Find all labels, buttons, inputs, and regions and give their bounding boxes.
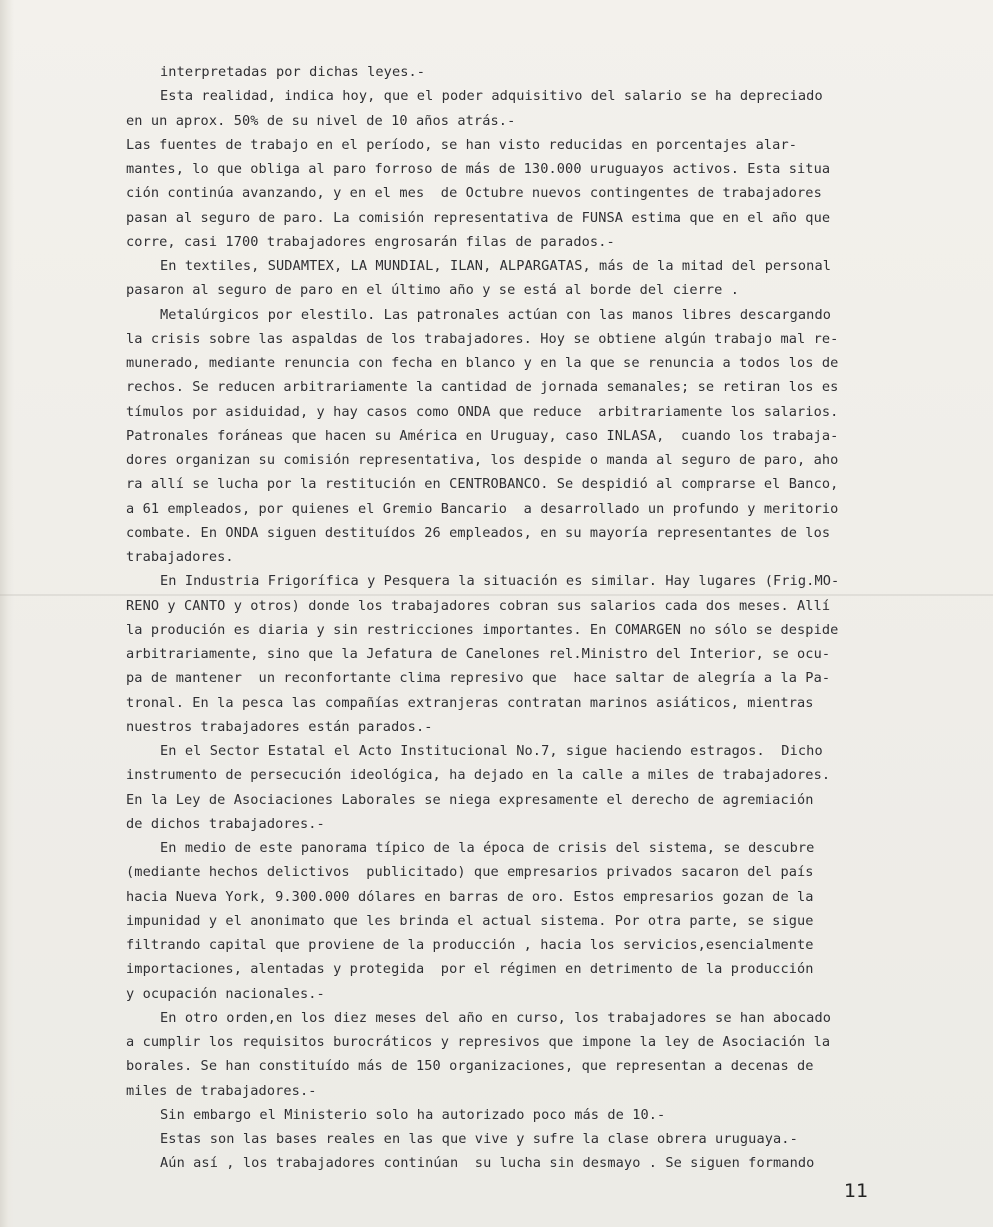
text-line: a 61 empleados, por quienes el Gremio Bancario a desarrollado un profundo y meritorio	[126, 500, 839, 517]
page-number: 11	[844, 1180, 869, 1202]
text-line: corre, casi 1700 trabajadores engrosarán filas de parados.-	[126, 233, 615, 250]
text-line: miles de trabajadores.-	[126, 1082, 317, 1099]
text-line: la crisis sobre las aspaldas de los trabajadores. Hoy se obtiene algún trabajo mal re-	[126, 330, 839, 347]
text-line: pasan al seguro de paro. La comisión representativa de FUNSA estima que en el año que	[126, 209, 831, 226]
text-line: ra allí se lucha por la restitución en CENTROBANCO. Se despidió al comprarse el Banco,	[126, 476, 839, 493]
text-line: Estas son las bases reales en las que vive y sufre la clase obrera uruguaya.-	[160, 1131, 798, 1147]
document-body	[126, 60, 886, 1176]
text-line: pasaron al seguro de paro en el último año y se está al borde del cierre .	[126, 282, 740, 299]
text-line: impunidad y el anonimato que les brinda el actual sistema. Por otra parte, se sigue	[126, 912, 814, 929]
text-line: nuestros trabajadores están parados.-	[126, 718, 433, 735]
text-line: Aún así , los trabajadores continúan su lucha sin desmayo . Se siguen formando	[160, 1155, 815, 1172]
text-line: tronal. En la pesca las compañías extranjeras contratan marinos asiáticos, mientras	[126, 694, 814, 711]
text-line: En medio de este panorama típico de la época de crisis del sistema, se descubre	[160, 840, 815, 856]
text-line: tímulos por asiduidad, y hay casos como ONDA que reduce arbitrariamente los salarios.	[126, 403, 839, 420]
text-line: Metalúrgicos por elestilo. Las patronales actúan con las manos libres descargando	[160, 306, 832, 323]
text-line: hacia Nueva York, 9.300.000 dólares en barras de oro. Estos empresarios gozan de la	[126, 888, 814, 905]
text-line: trabajadores.	[126, 549, 234, 565]
text-line: En el Sector Estatal el Acto Institucional No.7, sigue haciendo estragos. Dicho	[160, 743, 823, 759]
text-line: a cumplir los requisitos burocráticos y represivos que impone la ley de Asociación la	[126, 1034, 831, 1050]
text-line: dores organizan su comisión representativa, los despide o manda al seguro de paro, aho	[126, 452, 839, 468]
binding-fold	[0, 0, 14, 1227]
text-line: En Industria Frigorífica y Pesquera la situación es similar. Hay lugares (Frig.MO-	[160, 573, 840, 590]
text-line: mantes, lo que obliga al paro forroso de más de 130.000 uruguayos activos. Esta situa	[126, 161, 831, 177]
text-line: En la Ley de Asociaciones Laborales se niega expresamente el derecho de agremiación	[126, 791, 814, 808]
text-line: En textiles, SUDAMTEX, LA MUNDIAL, ILAN, ALPARGATAS, más de la mitad del personal	[160, 258, 832, 274]
text-line: RENO y CANTO y otros) donde los trabajadores cobran sus salarios cada dos meses. Allí	[126, 597, 831, 614]
text-line: ción continúa avanzando, y en el mes de Octubre nuevos contingentes de trabajadores	[126, 185, 822, 202]
text-line: en un aprox. 50% de su nivel de 10 años atrás.-	[126, 112, 516, 129]
text-line: combate. En ONDA siguen destituídos 26 empleados, en su mayoría representantes de los	[126, 524, 831, 541]
text-line: y ocupación nacionales.-	[126, 985, 325, 1002]
text-line: rechos. Se reducen arbitrariamente la cantidad de jornada semanales; se retiran los es	[126, 379, 839, 396]
text-line: En otro orden,en los diez meses del año en curso, los trabajadores se han abocado	[160, 1009, 832, 1026]
text-line: pa de mantener un reconfortante clima represivo que hace saltar de alegría a la Pa-	[126, 670, 831, 687]
text-line: arbitrariamente, sino que la Jefatura de Canelones rel.Ministro del Interior, se ocu-	[126, 646, 831, 662]
text-line: munerado, mediante renuncia con fecha en blanco y en la que se renuncia a todos los de	[126, 355, 839, 371]
text-line: Las fuentes de trabajo en el período, se han visto reducidas en porcentajes alar-	[126, 136, 798, 153]
text-line: (mediante hechos delictivos publicitado) que empresarios privados sacaron del país	[126, 864, 814, 881]
text-line: importaciones, alentadas y protegida por el régimen en detrimento de la producción	[126, 961, 814, 978]
text-line: de dichos trabajadores.-	[126, 815, 325, 832]
text-line: Patronales foráneas que hacen su América en Uruguay, caso INLASA, cuando los trabaja-	[126, 427, 839, 444]
text-line: interpretadas por dichas leyes.-	[160, 64, 426, 80]
text-line: la produción es diaria y sin restricciones importantes. En COMARGEN no sólo se despide	[126, 621, 839, 638]
text-line: Sin embargo el Ministerio solo ha autorizado poco más de 10.-	[160, 1106, 666, 1123]
text-line: borales. Se han constituído más de 150 organizaciones, que representan a decenas de	[126, 1058, 814, 1075]
text-line: Esta realidad, indica hoy, que el poder adquisitivo del salario se ha depreciado	[160, 88, 823, 105]
text-line: filtrando capital que proviene de la producción , hacia los servicios,esencialmente	[126, 937, 814, 953]
text-line: instrumento de persecución ideológica, ha dejado en la calle a miles de trabajadores.	[126, 767, 831, 784]
